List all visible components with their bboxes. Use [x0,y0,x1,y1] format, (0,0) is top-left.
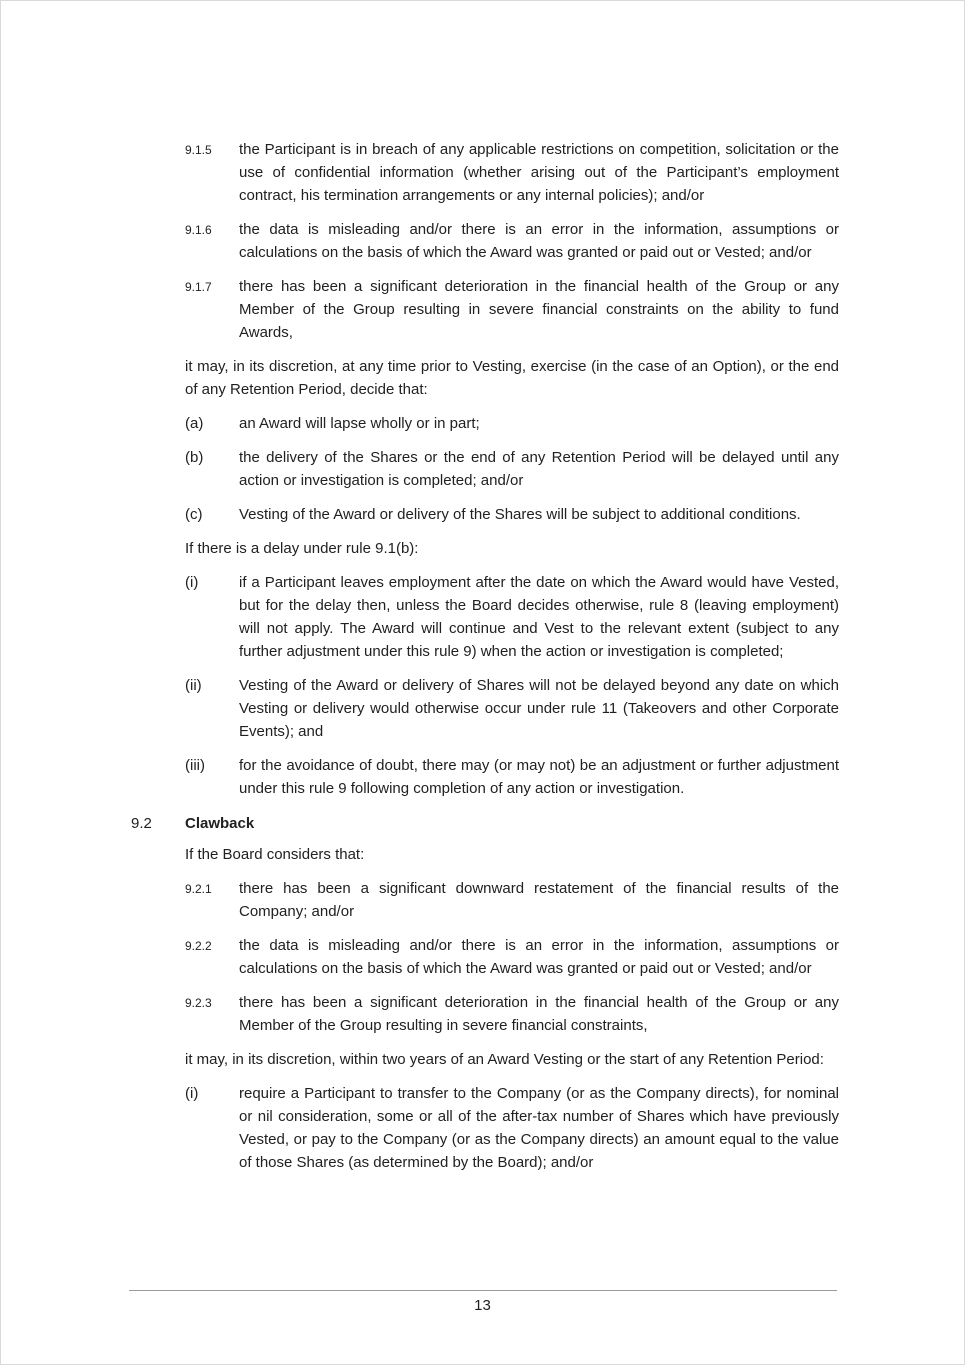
clause-text: the Participant is in breach of any applicable restrictions on competition, solicitation or the use of confidential information (whether arising out of the Participant’s employment contract, his termination arrangements or any internal policies); and/or [239,141,839,204]
clause-text: there has been a significant deterioration in the financial health of the Group or any Member of the Group resulting in severe financial constraints, [239,994,839,1034]
list-item [185,754,839,800]
list-item-text: an Award will lapse wholly or in part; [239,415,480,432]
list-item [185,1082,839,1174]
clause-number: 9.1.6 [185,223,212,237]
list-item [185,674,839,743]
section-title: Clawback [185,815,255,832]
list-item [185,412,839,435]
paragraph-text: it may, in its discretion, at any time prior to Vesting, exercise (in the case of an Option), or the end of any Retention Period, decide that: [185,358,839,398]
numbered-clause [185,991,839,1037]
numbered-clause [185,934,839,980]
numbered-clause [185,218,839,264]
list-item [185,571,839,663]
list-item-marker: (a) [185,415,204,432]
footer-divider [129,1290,837,1291]
paragraph [185,1048,839,1071]
document-body [131,138,839,1185]
clause-number: 9.2.3 [185,996,212,1010]
list-item-text: Vesting of the Award or delivery of the Shares will be subject to additional conditions. [239,506,801,523]
section-heading [131,812,839,835]
list-item-marker: (i) [185,1085,199,1102]
list-item-text: the delivery of the Shares or the end of any Retention Period will be delayed until any action or investigation is completed; and/or [239,449,839,489]
paragraph-text: it may, in its discretion, within two years of an Award Vesting or the start of any Retention Period: [185,1051,824,1068]
clause-text: there has been a significant deterioration in the financial health of the Group or any Member of the Group resulting in severe financial constraints on the ability to fund Awards, [239,278,839,341]
numbered-clause [185,877,839,923]
paragraph-text: If there is a delay under rule 9.1(b): [185,540,419,557]
list-item-marker: (b) [185,449,204,466]
section-number: 9.2 [131,815,152,832]
paragraph [185,355,839,401]
list-item-text: require a Participant to transfer to the Company (or as the Company directs), for nominal or nil consideration, some or all of the after-tax number of Shares which have previously Vested, or pay to the Company (or as the Company directs) an amount equal to the value of those Shares (as determined by the Board); and/or [239,1085,839,1171]
clause-number: 9.2.1 [185,882,212,896]
clause-number: 9.1.5 [185,143,212,157]
numbered-clause [185,138,839,207]
list-item-marker: (iii) [185,757,205,774]
list-item [185,503,839,526]
list-item-text: if a Participant leaves employment after the date on which the Award would have Vested, but for the delay then, unless the Board decides otherwise, rule 8 (leaving employment) will not apply. The Award will continue and Vest to the relevant extent (subject to any further adjustment under this rule 9) when the action or investigation is completed; [239,574,839,660]
paragraph-text: If the Board considers that: [185,846,365,863]
list-item-text: for the avoidance of doubt, there may (or may not) be an adjustment or further adjustment under this rule 9 following completion of any action or investigation. [239,757,839,797]
clause-text: the data is misleading and/or there is an error in the information, assumptions or calculations on the basis of which the Award was granted or paid out or Vested; and/or [239,937,839,977]
list-item-text: Vesting of the Award or delivery of Shares will not be delayed beyond any date on which Vesting or delivery would otherwise occur under rule 11 (Takeovers and other Corporate Events); and [239,677,839,740]
list-item-marker: (c) [185,506,203,523]
numbered-clause [185,275,839,344]
paragraph [185,843,839,866]
list-item-marker: (i) [185,574,199,591]
list-item [185,446,839,492]
list-item-marker: (ii) [185,677,202,694]
page-number: 13 [474,1297,491,1314]
clause-text: the data is misleading and/or there is an error in the information, assumptions or calculations on the basis of which the Award was granted or paid out or Vested; and/or [239,221,839,261]
clause-number: 9.1.7 [185,280,212,294]
paragraph [185,537,839,560]
clause-number: 9.2.2 [185,939,212,953]
clause-text: there has been a significant downward restatement of the financial results of the Company; and/or [239,880,839,920]
